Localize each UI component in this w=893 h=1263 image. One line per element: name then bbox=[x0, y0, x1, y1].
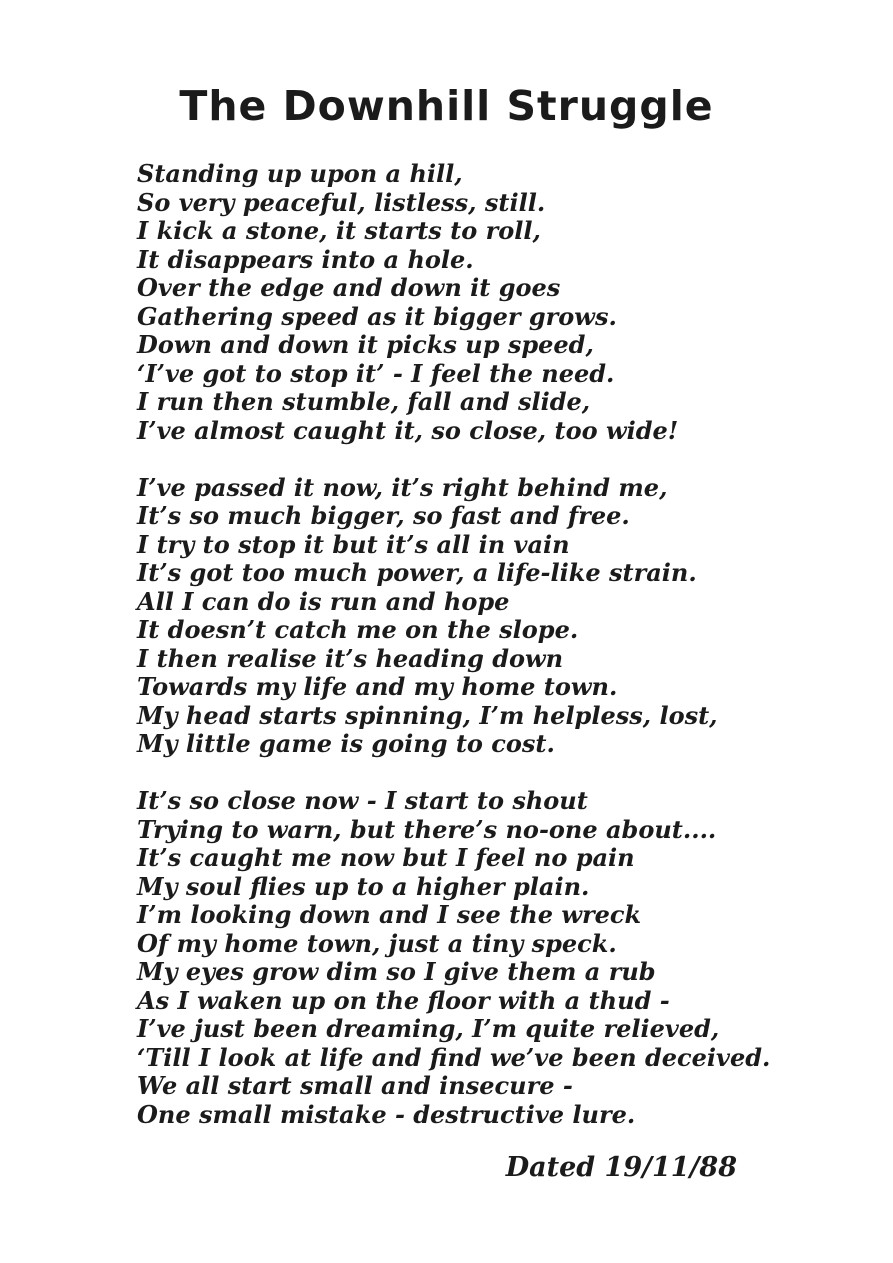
stanza bbox=[137, 787, 773, 1129]
poem-line: It doesn’t catch me on the slope. bbox=[137, 615, 579, 644]
poem-line: Gathering speed as it bigger grows. bbox=[137, 301, 617, 331]
poem-line: I’ve just been dreaming, I’m quite relieved, bbox=[137, 1014, 720, 1043]
poem-line: I try to stop it but it’s all in vain bbox=[137, 529, 570, 559]
poem-line: We all start small and insecure - bbox=[137, 1071, 573, 1100]
poem-line: So very peaceful, listless, still. bbox=[137, 187, 546, 217]
poem-line: My soul flies up to a higher plain. bbox=[137, 871, 590, 901]
poem-line: Down and down it picks up speed, bbox=[137, 330, 594, 359]
poem-line: It’s so much bigger, so fast and free. bbox=[137, 501, 630, 530]
stanza bbox=[137, 160, 773, 445]
poem-line: I’ve passed it now, it’s right behind me, bbox=[137, 472, 668, 502]
poem-line: I then realise it’s heading down bbox=[137, 643, 564, 673]
poem-line: It’s so close now - I start to shout bbox=[137, 786, 588, 815]
poem-line: Standing up upon a hill, bbox=[137, 159, 463, 188]
poem-line: It disappears into a hole. bbox=[137, 244, 474, 274]
poem-title: The Downhill Struggle bbox=[179, 82, 714, 130]
poem-line: Over the edge and down it goes bbox=[137, 273, 561, 302]
poem-line: I’ve almost caught it, so close, too wide! bbox=[137, 415, 679, 445]
poem-line: I run then stumble, fall and slide, bbox=[137, 387, 591, 416]
poem-line: My little game is going to cost. bbox=[137, 729, 555, 758]
poem-line: I’m looking down and I see the wreck bbox=[137, 900, 642, 929]
poem-line: As I waken up on the floor with a thud - bbox=[137, 985, 670, 1015]
poem-line: I kick a stone, it starts to roll, bbox=[137, 216, 541, 245]
poem-line: It’s got too much power, a life-like strain. bbox=[137, 558, 697, 587]
poem-stanzas bbox=[137, 160, 773, 1158]
poem-line: Towards my life and my home town. bbox=[137, 672, 618, 701]
poem-line: My head starts spinning, I’m helpless, lost, bbox=[137, 700, 718, 730]
poem-line: Of my home town, just a tiny speck. bbox=[137, 928, 617, 958]
poem-line: Trying to warn, but there’s no-one about.... bbox=[137, 814, 717, 844]
poem-line: ‘Till I look at life and find we’ve been deceived. bbox=[137, 1042, 771, 1072]
stanza bbox=[137, 474, 773, 759]
poem-line: All I can do is run and hope bbox=[137, 586, 510, 616]
poem-line: It’s caught me now but I feel no pain bbox=[137, 843, 635, 872]
poem-line: ‘I’ve got to stop it’ - I feel the need. bbox=[137, 358, 615, 388]
dated-line: Dated 19/11/88 bbox=[505, 1152, 737, 1183]
poem-line: My eyes grow dim so I give them a rub bbox=[137, 957, 656, 986]
poem-line: One small mistake - destructive lure. bbox=[137, 1099, 636, 1129]
